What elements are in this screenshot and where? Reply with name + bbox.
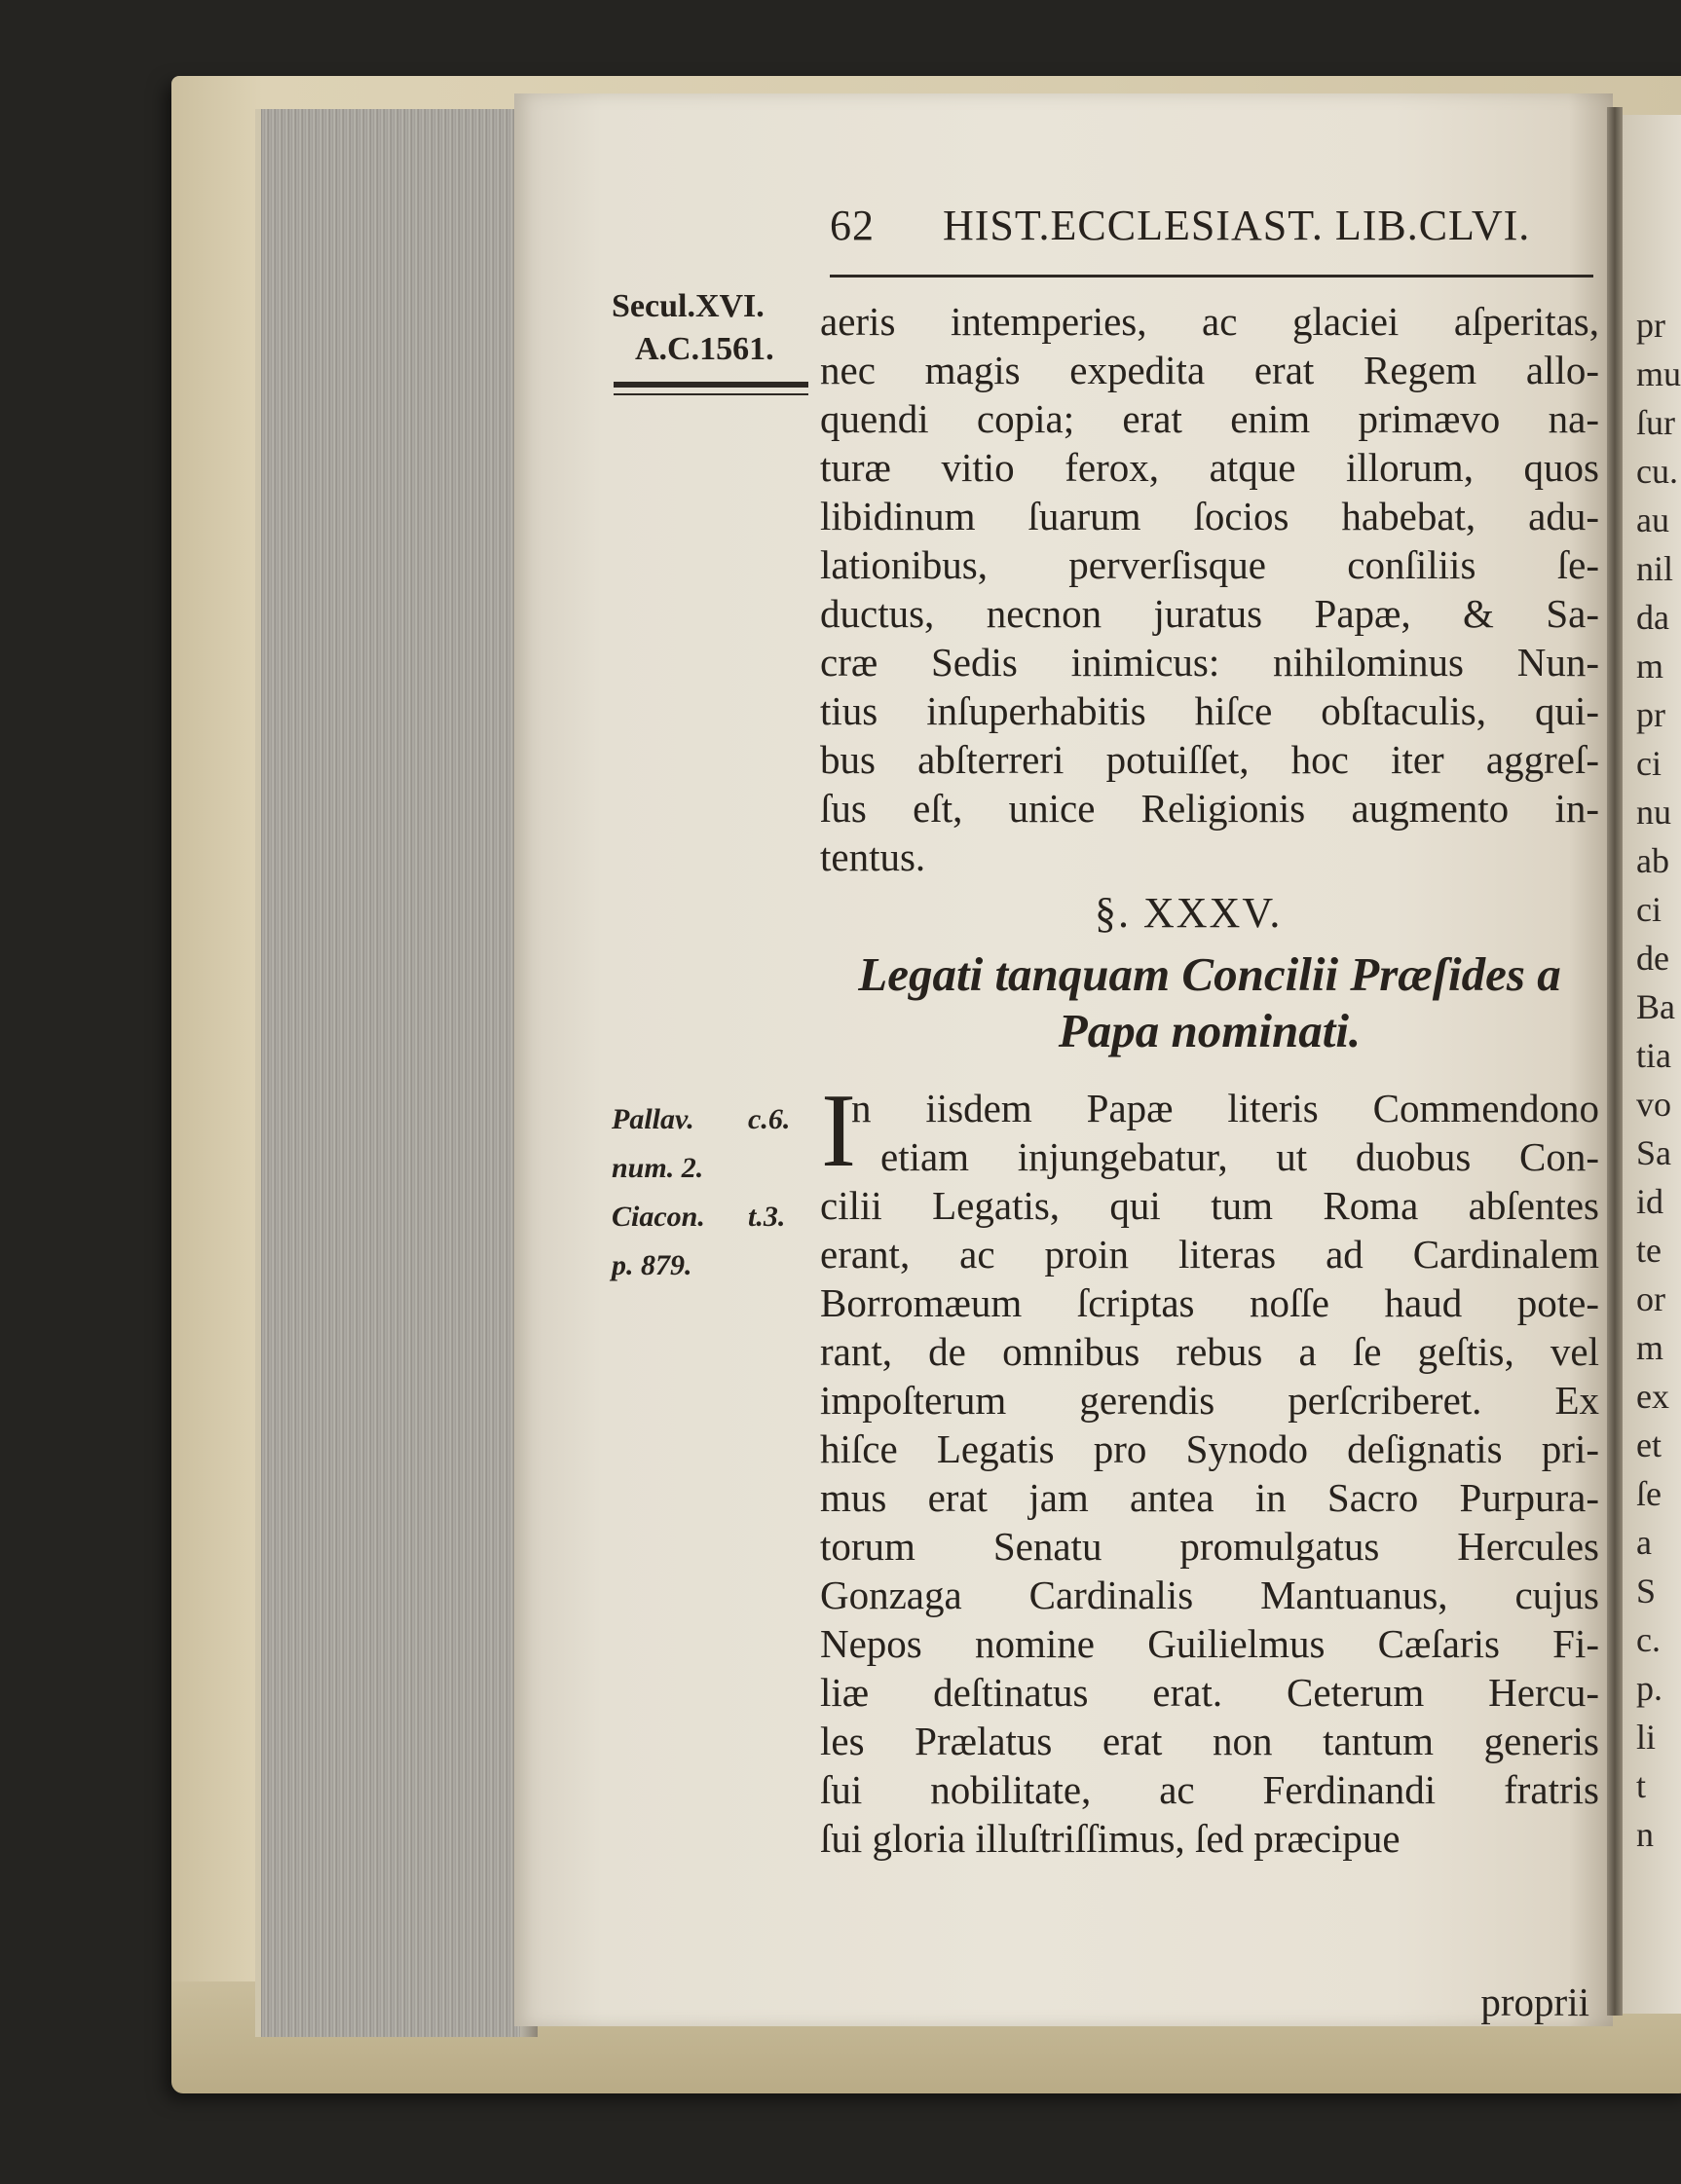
section-number: §. XXXV.	[1095, 889, 1283, 937]
text-line: liæ deſtinatus erat. Ceterum Hercu-	[820, 1670, 1599, 1715]
facing-page-text-fragment: p.	[1636, 1669, 1662, 1708]
section-title-line: Papa nominati.	[1058, 1004, 1362, 1057]
text-line: bus abſterreri potuiſſet, hoc iter aggreſ-	[820, 737, 1599, 782]
facing-page-fragment	[1623, 115, 1681, 2014]
text-line: Nepos nomine Guilielmus Cæſaris Fi-	[820, 1621, 1599, 1666]
facing-page-text-fragment: ex	[1636, 1377, 1669, 1416]
section-title-line: Legati tanquam Concilii Præſides a	[858, 947, 1561, 1001]
book-gutter	[1607, 107, 1623, 2016]
text-line: ſus eſt, unice Religionis augmento in-	[820, 786, 1599, 831]
facing-page-text-fragment: n	[1636, 1815, 1654, 1854]
marginal-reference: p. 879.	[612, 1249, 692, 1281]
facing-page-text-fragment: cu.	[1636, 452, 1678, 491]
facing-page-text-fragment: de	[1636, 939, 1669, 978]
text-line: ductus, necnon juratus Papæ, & Sa-	[820, 591, 1599, 636]
text-line: rant, de omnibus rebus a ſe geſtis, vel	[820, 1329, 1599, 1374]
text-line: torum Senatu promulgatus Hercules	[820, 1524, 1599, 1569]
facing-page-text-fragment: or	[1636, 1279, 1665, 1318]
text-line: hiſce Legatis pro Synodo deſignatis pri-	[820, 1426, 1599, 1471]
catchword: proprii	[1480, 1980, 1589, 2024]
facing-page-text-fragment: c.	[1636, 1620, 1661, 1659]
paragraph-1	[820, 297, 1599, 881]
facing-page-text-fragment: S	[1636, 1572, 1657, 1610]
facing-page-text-fragment: Sa	[1636, 1133, 1671, 1172]
facing-page-text-fragment: m	[1636, 647, 1664, 685]
text-line: libidinum ſuarum ſocios habebat, adu-	[820, 494, 1599, 538]
facing-page-text-fragment: nil	[1636, 549, 1674, 588]
margin-note-year: A.C.1561.	[635, 331, 774, 367]
facing-page-text-fragment: ci	[1636, 744, 1662, 783]
facing-page-text-fragment: a	[1636, 1523, 1652, 1562]
text-line: ſui nobilitate, ac Ferdinandi fratris	[820, 1767, 1599, 1812]
dropcap-letter: I	[821, 1073, 856, 1189]
facing-page-text-fragment: nu	[1636, 793, 1671, 832]
text-line: lationibus, perverſisque conſiliis ſe-	[820, 542, 1599, 587]
text-line: nec magis expedita erat Regem allo-	[820, 348, 1599, 392]
page-edges	[255, 109, 520, 2037]
section-title	[820, 946, 1599, 1059]
text-line: tius inſuperhabitis hiſce obſtaculis, qui-	[820, 688, 1599, 733]
text-line: quendi copia; erat enim primævo na-	[820, 396, 1599, 441]
marginal-reference-locator: c.6.	[748, 1103, 791, 1135]
margin-note-century: Secul.XVI.	[612, 288, 765, 324]
facing-page-text-fragment: id	[1636, 1182, 1664, 1221]
text-line: turæ vitio ferox, atque illorum, quos	[820, 445, 1599, 490]
margin-rule-thick	[614, 382, 808, 388]
facing-page-text-fragment: ci	[1636, 890, 1662, 929]
text-line: tentus.	[820, 834, 926, 879]
paragraph-2	[820, 1084, 1599, 1863]
text-line: les Prælatus erat non tantum generis	[820, 1719, 1599, 1763]
text-line: ſui gloria illuſtriſſimus, ſed præcipue	[820, 1816, 1401, 1861]
marginal-reference-locator: t.3.	[748, 1201, 786, 1233]
facing-page-text-fragment: au	[1636, 500, 1669, 539]
facing-page-text-fragment: da	[1636, 598, 1669, 637]
facing-page-text-fragment: vo	[1636, 1085, 1671, 1124]
page-number: 62	[830, 202, 875, 249]
facing-page-text-fragment: ſe	[1636, 1474, 1662, 1513]
facing-page-text-fragment: li	[1636, 1718, 1657, 1757]
text-line: etiam injungebatur, ut duobus Con-	[880, 1134, 1599, 1179]
facing-page-text-fragment: te	[1636, 1231, 1662, 1270]
facing-page-text-fragment: pr	[1636, 306, 1665, 345]
text-line: Gonzaga Cardinalis Mantuanus, cujus	[820, 1573, 1599, 1617]
facing-page-text-fragment: ab	[1636, 841, 1669, 880]
facing-page-text-fragment: pr	[1636, 695, 1665, 734]
facing-page-text-fragment: tia	[1636, 1036, 1671, 1075]
facing-page-text-fragment: Ba	[1636, 987, 1675, 1026]
text-line: n iisdem Papæ literis Commendono	[851, 1086, 1599, 1130]
facing-page-text-fragment: mu	[1636, 354, 1681, 393]
facing-page-text-fragment: ſur	[1636, 403, 1675, 442]
marginal-reference: Pallav.	[612, 1103, 694, 1135]
running-head-title: HIST.ECCLESIAST. LIB.CLVI.	[943, 202, 1531, 249]
text-line: impoſterum gerendis perſcriberet. Ex	[820, 1378, 1599, 1423]
text-line: erant, ac proin literas ad Cardinalem	[820, 1232, 1599, 1277]
header-rule	[830, 275, 1593, 278]
text-line: aeris intemperies, ac glaciei aſperitas,	[820, 299, 1599, 344]
text-line: cilii Legatis, qui tum Roma abſentes	[820, 1183, 1599, 1228]
facing-page-text-fragment: t	[1636, 1766, 1647, 1805]
marginal-reference: num. 2.	[612, 1152, 704, 1184]
marginal-reference: Ciacon.	[612, 1201, 705, 1233]
text-line: Borromæum ſcriptas noſſe haud pote-	[820, 1280, 1599, 1325]
margin-rule-thin	[614, 393, 808, 395]
facing-page-text-fragment: et	[1636, 1425, 1662, 1464]
text-line: cræ Sedis inimicus: nihilominus Nun-	[820, 640, 1599, 685]
facing-page-text-fragment: m	[1636, 1328, 1664, 1367]
text-line: mus erat jam antea in Sacro Purpura-	[820, 1475, 1599, 1520]
